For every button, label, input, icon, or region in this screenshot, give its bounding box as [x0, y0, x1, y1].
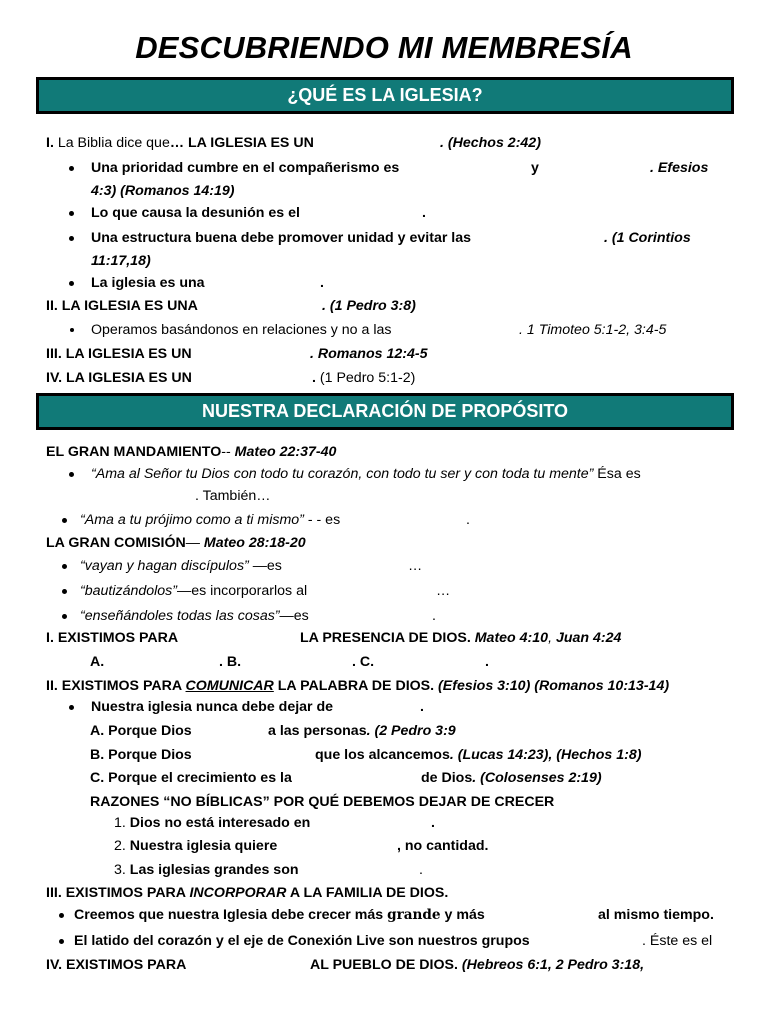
razon-text: Las iglesias grandes son	[129, 862, 299, 878]
banner-label: NUESTRA DECLARACIÓN DE PROPÓSITO	[201, 401, 569, 421]
point-text-bold: … LA IGLESIA ES UN	[169, 135, 314, 151]
list-number: 3.	[114, 862, 130, 878]
statement-text: A LA FAMILIA DE DIOS.	[286, 885, 449, 901]
bullet-reference: . (1 Corintios	[604, 230, 691, 246]
bullet-text: La iglesia es una	[91, 275, 205, 291]
bullet-text-cont: . También…	[195, 488, 271, 504]
bullet-icon	[62, 518, 67, 523]
razon-2-end: , no cantidad.	[397, 838, 489, 854]
bullet-text: .	[420, 699, 424, 715]
razon-text: Nuestra iglesia quiere	[129, 838, 278, 854]
bullet-text-tail: —es	[279, 608, 309, 624]
quote-text: “bautizándolos”	[80, 583, 178, 599]
bullet-text: …	[408, 558, 423, 574]
dash: --	[221, 444, 235, 460]
option-c: . C.	[352, 654, 375, 670]
list-number: 2.	[114, 838, 130, 854]
bullet-text-end: . Éste es el	[642, 933, 713, 949]
point-3-line: III. LA IGLESIA ES UN	[46, 346, 192, 362]
reason-a-rest	[268, 722, 456, 740]
bullet-text	[80, 557, 282, 575]
razon-1	[114, 814, 310, 832]
bullet-text-tail: —es incorporarlos al	[177, 583, 308, 599]
bullet-icon	[70, 328, 74, 332]
section-banner-declaracion-de-proposito	[36, 393, 734, 430]
dash: —	[185, 535, 204, 551]
bullet-icon	[69, 236, 74, 241]
heading-text: EL GRAN MANDAMIENTO	[46, 444, 222, 460]
bullet-text	[74, 906, 485, 924]
bullet-text: y	[531, 160, 539, 176]
period: .	[312, 370, 316, 386]
reference-text: Mateo 28:18-20	[203, 535, 306, 551]
reference-text: . (Lucas 14:23), (Hechos 1:8)	[449, 747, 642, 763]
razon-text: Dios no está interesado en	[129, 815, 311, 831]
bullet-text-bold: Creemos que nuestra Iglesia debe crecer más	[74, 907, 388, 923]
bullet-text: .	[320, 275, 324, 291]
gran-comision-heading	[46, 534, 306, 552]
bullet-text	[91, 465, 641, 483]
bullet-reference: . Efesios	[650, 160, 709, 176]
bullet-reference-cont: 4:3) (Romanos 14:19)	[91, 183, 235, 199]
bullet-text: Lo que causa la desunión es el	[91, 205, 300, 221]
bullet-text: .	[432, 608, 436, 624]
point-3-reference: . Romanos 12:4-5	[310, 346, 428, 362]
reference-text: Juan 4:24	[555, 630, 622, 646]
statement-text: LA PALABRA DE DIOS.	[273, 678, 435, 694]
reference-text: (Efesios 3:10) (Romanos 10:13-14)	[434, 678, 670, 694]
bullet-icon	[59, 939, 64, 944]
bullet-text	[80, 582, 307, 600]
bullet-text	[80, 607, 309, 625]
bullet-icon	[69, 211, 74, 216]
reference-text: (Hebreos 6:1, 2 Pedro 3:18,	[457, 957, 645, 973]
bullet-icon	[62, 564, 67, 569]
statement-text: III. EXISTIMOS PARA	[46, 885, 190, 901]
bullet-text-bold: y más	[440, 907, 485, 923]
reference-text: . (Colosenses 2:19)	[472, 770, 602, 786]
heading-text: LA GRAN COMISIÓN	[46, 535, 186, 551]
reason-text: a las personas	[268, 723, 367, 739]
existimos-3-line	[46, 884, 448, 902]
existimos-1-line: I. EXISTIMOS PARA	[46, 630, 179, 646]
existimos-4-line: IV. EXISTIMOS PARA	[46, 957, 187, 973]
point-4-reference	[312, 369, 415, 387]
reason-text: que los alcancemos	[315, 747, 450, 763]
razon-2	[114, 837, 277, 855]
reason-b-rest	[315, 746, 641, 764]
bullet-reference: . 1 Timoteo 5:1-2, 3:4-5	[519, 322, 667, 338]
bullet-text-tail: —es	[248, 558, 282, 574]
gran-mandamiento-heading	[46, 443, 336, 461]
reason-c: C. Porque el crecimiento es la	[90, 770, 292, 786]
reference-text: . (Hechos 2:42)	[440, 135, 541, 151]
bullet-text: Una estructura buena debe promover unidad y evitar las	[91, 230, 472, 246]
bullet-reference-cont: 11:17,18)	[91, 253, 151, 269]
bullet-icon	[59, 913, 64, 918]
existimos-1-rest	[300, 629, 621, 647]
reference-text: . (2 Pedro 3:9	[366, 723, 456, 739]
keyword-text: COMUNICAR	[185, 678, 274, 694]
razon-1-end: .	[431, 815, 435, 831]
bullet-icon	[69, 281, 74, 286]
point-4-line: IV. LA IGLESIA ES UN	[46, 370, 192, 386]
bullet-text-tail: - - es	[303, 512, 341, 528]
keyword-text: INCORPORAR	[189, 885, 287, 901]
section-banner-que-es-la-iglesia	[36, 77, 734, 114]
bullet-text: .	[466, 512, 470, 528]
razon-3	[114, 861, 299, 879]
bullet-text-end: al mismo tiempo.	[598, 907, 714, 923]
quote-text: “Ama a tu prójimo como a ti mismo”	[80, 512, 304, 528]
list-number: 1.	[114, 815, 130, 831]
existimos-4-rest	[310, 956, 644, 974]
bullet-icon	[69, 472, 74, 477]
option-a: A.	[90, 654, 105, 670]
bullet-text: Operamos basándonos en relaciones y no a las	[91, 322, 392, 338]
bullet-text-serif: grande	[387, 907, 441, 923]
statement-text: II. EXISTIMOS PARA	[46, 678, 186, 694]
point-2-reference: . (1 Pedro 3:8)	[322, 298, 416, 314]
bullet-text: Nuestra iglesia nunca debe dejar de	[91, 699, 334, 715]
bullet-text: El latido del corazón y el eje de Conexión Live son nuestros grupos	[74, 933, 530, 949]
separator: ,	[548, 630, 556, 646]
reference-text: (1 Pedro 5:1-2)	[315, 370, 416, 386]
bullet-text	[80, 511, 340, 529]
bullet-icon	[69, 705, 74, 710]
option-b: . B.	[219, 654, 242, 670]
bullet-icon	[62, 589, 67, 594]
reason-c-rest	[421, 769, 602, 787]
reference-text: Mateo 22:37-40	[234, 444, 337, 460]
page-title: DESCUBRIENDO MI MEMBRESÍA	[135, 30, 633, 65]
statement-text: AL PUEBLO DE DIOS.	[310, 957, 458, 973]
point-1-reference	[440, 134, 541, 152]
bullet-text: .	[422, 205, 426, 221]
bullet-text: Una prioridad cumbre en el compañerismo es	[91, 160, 400, 176]
point-2-line: II. LA IGLESIA ES UNA	[46, 298, 198, 314]
banner-label: ¿QUÉ ES LA IGLESIA?	[287, 85, 483, 105]
bullet-icon	[62, 614, 67, 619]
quote-text: “enseñándoles todas las cosas”	[80, 608, 280, 624]
bullet-text: …	[436, 583, 451, 599]
point-1-line	[46, 134, 314, 152]
quote-text: “Ama al Señor tu Dios con todo tu corazón, con todo tu ser y con toda tu mente”	[91, 466, 594, 482]
statement-text: LA PRESENCIA DE DIOS.	[300, 630, 471, 646]
reason-b: B. Porque Dios	[90, 747, 192, 763]
razones-heading: RAZONES “NO BÍBLICAS” POR QUÉ DEBEMOS DEJAR DE CRECER	[90, 794, 555, 810]
quote-text: “vayan y hagan discípulos”	[80, 558, 249, 574]
reference-text: Mateo 4:10	[470, 630, 549, 646]
existimos-2-line	[46, 677, 669, 695]
bullet-text-tail: Ésa es	[593, 466, 641, 482]
bullet-icon	[69, 166, 74, 171]
point-number: I.	[46, 135, 54, 151]
point-text: La Biblia dice que	[53, 135, 170, 151]
reason-text: de Dios	[421, 770, 473, 786]
option-end: .	[485, 654, 489, 670]
razon-3-end: .	[419, 862, 423, 878]
reason-a: A. Porque Dios	[90, 723, 192, 739]
